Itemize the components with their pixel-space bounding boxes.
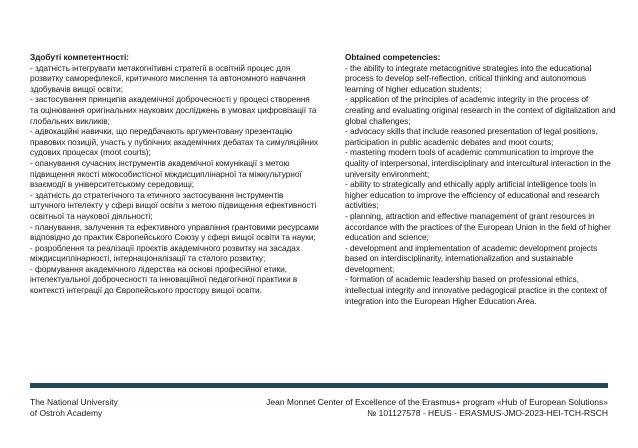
list-item: - application of the principles of academic integrity in the process of creating and evaluating original research in the context of digitalization and global challenges; [345,94,616,126]
footer-divider [30,383,608,388]
list-item: - mastering modern tools of academic communication to improve the quality of interpersonal, interdisciplinary and intercultural interaction in the university environment; [345,147,611,179]
list-item: - planning, attraction and effective management of grant resources in accordance with the practices of the European Union in the field of higher education and science; [345,210,611,243]
footer-center-info [188,397,608,418]
footer-university [30,397,180,418]
list-item: - адвокаційні навички, що передбачають аргументовану презентацію правових позицій, участь у публічних академічних дебатах та симуляційних судових процесах (moot courts); [30,126,319,158]
university-name-line1: The National University [30,397,118,407]
competencies-ukrainian [30,52,320,296]
list-item: - advocacy skills that include reasoned presentation of legal positions, participation in public academic debates and moot courts; [345,126,598,147]
list-item: - формування академічного лідерства на основі професійної етики, інтелектуальної доброчесності та інноваційної педагогічної практики в контексті інтеграції до Європейського простору вищої освіти. [30,263,298,296]
competencies-list-ukrainian [30,63,320,296]
list-item: - ability to strategically and ethically apply artificial intelligence tools in higher education to improve the efficiency of educational and research activities; [345,179,600,211]
list-item: - опанування сучасних інструментів академічної комунікації з метою підвищення якості міжособистісної міждисциплінарної та міжкультурної взаємодії в університетському середовищі; [30,157,302,190]
list-item: - development and implementation of academic development projects based on interdisciplinarity, internationalization and sustainable development; [345,242,598,274]
university-name-line2: of Ostroh Academy [30,407,103,418]
list-item: - застосування принципів академічної доброчесності у процесі створення та оцінювання оригінальних наукових досліджень в умовах цифровізації та глобальних викликів; [30,94,317,126]
competencies-list-english [345,63,617,307]
center-name: Jean Monnet Center of Excellence of the Erasmus+ program «Hub of European Solutions» [266,397,608,407]
list-item: - formation of academic leadership based on professional ethics, intellectual integrity and innovative pedagogical practice in the context of integration into the European Higher Education Area. [345,274,607,306]
project-number: № 101127578 - HEUS - ERASMUS-JMO-2023-HEI-TCH-RSCH [367,407,608,418]
list-item: - здатність до стратегічного та етичного застосування інструментів штучного інтелекту у сфері вищої освіти з метою підвищення ефективності освітньої та наукової діяльності; [30,189,317,221]
list-item: - the ability to integrate metacognitive strategies into the educational process to develop self-reflection, critical thinking and autonomous learning of higher education students; [345,62,592,94]
competencies-heading-english: Obtained competencies: [345,52,441,62]
list-item: - планування, залучення та ефективного управління грантовими ресурсами відповідно до практик Європейського Союзу у сфері вищої освіти та науки; [30,221,319,243]
list-item: - здатність інтегрувати метакогнітивні стратегії в освітній процес для розвитку саморефлексії, критичного мислення та автономного навчання здобувачів вищої освіти; [30,62,306,94]
list-item: - розроблення та реалізації проєктів академічного розвитку на засадах міждисциплінарності, інтернаціоналізації та сталого розвитку; [30,242,300,264]
competencies-english [345,52,617,306]
competencies-heading-ukrainian: Здобуті компетентності: [30,52,129,62]
